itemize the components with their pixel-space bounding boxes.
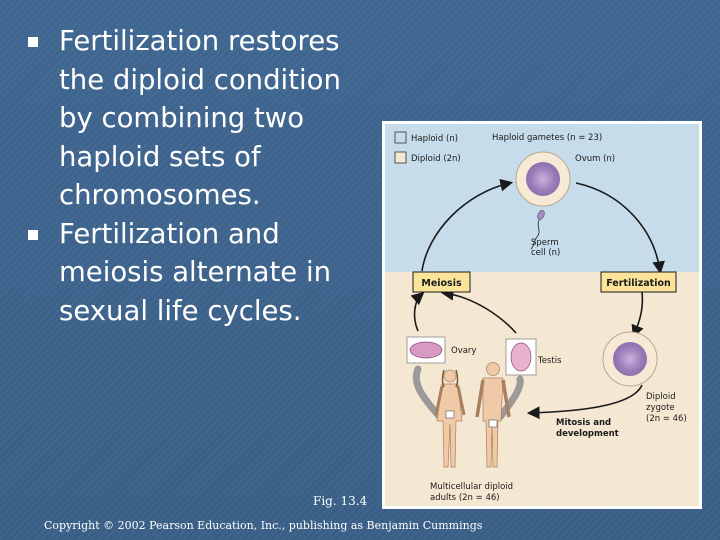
zygote-label-2: zygote xyxy=(646,403,675,413)
female-ovary-marker xyxy=(446,411,454,418)
ovum-nucleus xyxy=(526,162,560,196)
mitosis-label: Mitosis and xyxy=(556,418,612,428)
bullet-marker-icon xyxy=(28,230,38,240)
testis-icon xyxy=(511,343,531,371)
bullet-item xyxy=(28,22,378,215)
ovary-label: Ovary xyxy=(451,346,477,356)
meiosis-label: Meiosis xyxy=(421,278,462,289)
ovary-icon xyxy=(410,342,442,358)
testis-label: Testis xyxy=(538,356,562,366)
zygote-label-3: (2n = 46) xyxy=(646,414,687,424)
haploid-gametes-label: Haploid gametes (n = 23) xyxy=(492,133,603,143)
bullet-text: Fertilization restores the diploid condition by combining two haploid sets of chromosomes. xyxy=(59,25,341,211)
adults-label-2: adults (2n = 46) xyxy=(430,493,500,503)
ovum-label: Ovum (n) xyxy=(575,154,616,164)
copyright-notice: Copyright © 2002 Pearson Education, Inc., publishing as Benjamin Cummings xyxy=(44,519,483,532)
fertilization-label: Fertilization xyxy=(606,278,671,289)
haploid-legend-swatch xyxy=(395,132,406,143)
diploid-legend-label: Diploid (2n) xyxy=(411,154,461,164)
sperm-label: Sperm xyxy=(531,238,559,248)
zygote-label: Diploid xyxy=(646,392,676,402)
life-cycle-figure xyxy=(382,121,702,509)
sperm-label-2: cell (n) xyxy=(531,248,561,258)
mitosis-label-2: development xyxy=(556,429,619,439)
zygote-nucleus xyxy=(613,342,647,376)
diploid-legend-swatch xyxy=(395,152,406,163)
adults-label: Multicellular diploid xyxy=(430,482,514,492)
haploid-legend-label: Haploid (n) xyxy=(411,134,459,144)
bullet-text: Fertilization and meiosis alternate in sexual life cycles. xyxy=(59,217,332,327)
figure-caption: Fig. 13.4 xyxy=(313,494,368,508)
male-testis-marker xyxy=(489,420,497,427)
bullet-marker-icon xyxy=(28,37,38,47)
diploid-zone xyxy=(385,272,699,506)
bullet-item xyxy=(28,215,378,331)
bullet-list xyxy=(28,22,378,330)
